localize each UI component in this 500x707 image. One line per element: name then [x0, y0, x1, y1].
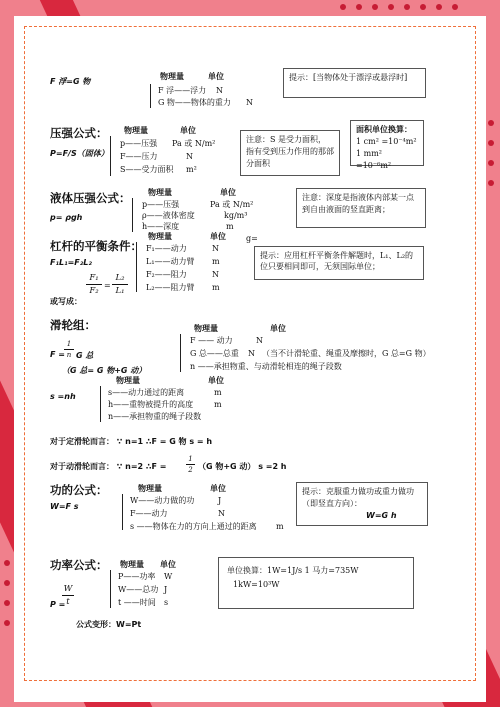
power-fraction-den: t: [66, 597, 70, 607]
pulley-row-2-note: （当不计滑轮重、绳重及摩擦时，G 总=G 物）: [262, 349, 431, 358]
power-row-3-unit: s: [164, 598, 169, 607]
power-row-3: t ——时间: [118, 598, 156, 607]
work-title: 功的公式：: [50, 483, 108, 497]
pulley-brace: [180, 334, 181, 372]
work-brace: [122, 494, 123, 530]
pulley-row-2: G 总——总重: [190, 349, 239, 358]
lever-fraction-right-den: L₁: [115, 286, 125, 296]
work-tip-2: （即竖直方向）：: [302, 499, 362, 508]
work-header-unit: 单位: [210, 484, 226, 493]
work-row-2-unit: N: [218, 509, 225, 518]
float-brace: [150, 84, 151, 108]
lever-row-1: F₁——动力: [146, 244, 187, 253]
power-row-2: W——总功: [118, 585, 159, 594]
liquid-row-1: p——压强: [142, 200, 180, 209]
power-row-2-unit: J: [164, 585, 168, 594]
liquid-row-3-unit: m: [226, 222, 234, 231]
pressure-title: 压强公式：: [50, 126, 108, 140]
lever-row-3-unit: N: [212, 270, 219, 279]
work-row-3-unit: m: [276, 522, 284, 531]
lever-row-2-unit: m: [212, 257, 220, 266]
liquid-row-3: h——深度: [142, 222, 180, 231]
float-row-1-unit: N: [216, 86, 223, 95]
pulley-header-quantity: 物理量: [194, 324, 218, 333]
lever-tip: 提示：应用杠杆平衡条件解题时，L₁、L₂的位只要相同即可，无须国际单位；: [260, 251, 414, 271]
pulley-s-row-2: h——重物被提升的高度: [108, 400, 194, 409]
work-tip-3: W=G h: [366, 511, 397, 520]
lever-tip-box: [254, 246, 424, 280]
moving-pulley-fraction: [186, 455, 195, 474]
pulley-row-2-unit: N: [248, 349, 255, 358]
fixed-pulley-line: 对于定滑轮而言： ∵ n=1 ∴F = G 物 s = h: [50, 437, 213, 446]
pressure-header-unit: 单位: [180, 126, 196, 135]
lever-fraction-left-num: F₁: [89, 273, 99, 283]
pulley-header-unit: 单位: [270, 324, 286, 333]
work-row-1-unit: J: [218, 496, 222, 505]
pressure-brace: [110, 136, 111, 176]
pressure-row-1-unit: Pa 或 N/m²: [172, 139, 216, 148]
pulley-s-header-unit: 单位: [208, 376, 224, 385]
pressure-header-quantity: 物理量: [124, 126, 148, 135]
lever-row-3: F₂——阻力: [146, 270, 187, 279]
work-header-quantity: 物理量: [138, 484, 162, 493]
pulley-f-tail: G 总: [76, 351, 94, 360]
liquid-row-1-unit: Pa 或 N/m²: [210, 200, 254, 209]
pulley-s-row-2-unit: m: [214, 400, 222, 409]
pressure-note: 注意：S 是受力面积，指有受到压力作用的那部分面积: [246, 135, 334, 168]
power-variant: 公式变形：W=Pt: [76, 620, 142, 629]
pressure-row-2-unit: N: [186, 152, 193, 161]
moving-pulley-line-b: （G 物+G 动） s =2 h: [198, 462, 287, 471]
pulley-s-header-quantity: 物理量: [116, 376, 140, 385]
power-p-prefix: P =: [50, 600, 66, 609]
work-tip-box: [296, 482, 428, 526]
power-header-quantity: 物理量: [120, 560, 144, 569]
pulley-row-1: F —— 动力: [190, 336, 233, 345]
liquid-note-box: [296, 188, 426, 228]
power-fraction-num: W: [63, 584, 73, 594]
pulley-s-row-1-unit: m: [214, 388, 222, 397]
work-row-3: s ——物体在力的方向上通过的距离: [130, 522, 257, 531]
float-formula: F 浮=G 物: [50, 77, 91, 86]
work-formula: W=F s: [50, 502, 79, 511]
lever-header-quantity: 物理量: [148, 232, 172, 241]
pulley-fraction: [64, 340, 74, 359]
power-header-unit: 单位: [160, 560, 176, 569]
moving-pulley-line-a: 对于动滑轮而言： ∵ n=2 ∴F =: [50, 462, 167, 471]
work-row-1: W——动力做的功: [130, 496, 195, 505]
pulley-fraction-num: 1: [66, 340, 72, 348]
pulley-row-1-unit: N: [256, 336, 263, 345]
lever-title: 杠杆的平衡条件：: [50, 239, 142, 253]
pressure-row-3: S——受力面积: [120, 165, 174, 174]
lever-fraction-right: [112, 273, 128, 296]
liquid-title: 液体压强公式：: [50, 191, 131, 205]
float-header-quantity: 物理量: [160, 72, 184, 81]
lever-formula: F₁L₁=F₂L₂: [50, 258, 92, 267]
pulley-s-row-3: n——承担物重的绳子段数: [108, 412, 202, 421]
power-conversion-2: 1kW=10³W: [233, 580, 280, 589]
lever-row-4-unit: m: [212, 283, 220, 292]
liquid-g-label: g=: [246, 234, 258, 243]
pulley-g-total: （G 总= G 物+G 动）: [62, 366, 147, 375]
pulley-row-3: n ——承担物重、与动滑轮相连的绳子段数: [190, 362, 342, 371]
float-tip: 提示：[当物体处于漂浮或悬浮时]: [289, 73, 408, 82]
lever-fraction-equals: =: [104, 281, 111, 290]
pressure-note-box: [240, 130, 340, 176]
liquid-note: 注意：深度是指液体内部某一点到自由液面的竖直距离；: [302, 193, 414, 214]
area-conversion-title: 面积单位换算：: [356, 125, 412, 134]
float-row-1: F 浮——浮力: [158, 86, 207, 95]
lever-or-label: 或写成：: [50, 297, 82, 306]
power-row-1-unit: W: [164, 572, 173, 581]
power-fraction: [62, 584, 74, 607]
float-header-unit: 单位: [208, 72, 224, 81]
moving-pulley-fraction-num: 1: [188, 455, 193, 463]
pulley-f-prefix: F =: [50, 350, 65, 359]
pressure-row-3-unit: m²: [186, 165, 197, 174]
pressure-row-2: F——压力: [120, 152, 158, 161]
power-conversion-box: [218, 557, 414, 609]
power-brace: [110, 570, 111, 608]
lever-header-unit: 单位: [210, 232, 226, 241]
area-conversion-1: 1 cm² =10⁻⁴m²: [356, 137, 417, 146]
lever-fraction-left-den: F₂: [89, 286, 99, 296]
float-row-2-unit: N: [246, 98, 253, 107]
lever-fraction-right-num: L₂: [115, 273, 125, 283]
moving-pulley-fraction-den: 2: [188, 466, 193, 474]
lever-row-2: L₁——动力臂: [146, 257, 195, 266]
pressure-formula: P=F/S（固体）: [50, 149, 109, 158]
area-conversion-box: [350, 120, 424, 170]
power-title: 功率公式：: [50, 558, 108, 572]
liquid-header-quantity: 物理量: [148, 188, 172, 197]
power-row-1: P——功率: [118, 572, 156, 581]
lever-brace: [136, 242, 137, 292]
pressure-row-1: p——压强: [120, 139, 158, 148]
pulley-s-formula: s =nh: [50, 392, 76, 401]
pulley-s-brace: [100, 386, 101, 422]
liquid-formula: p= ρgh: [50, 213, 83, 222]
float-tip-box: [283, 68, 426, 98]
pulley-title: 滑轮组：: [50, 318, 96, 332]
work-tip-1: 提示：克服重力做功或重力做功: [302, 487, 414, 496]
power-conversion-1: 单位换算：1W=1J/s 1 马力=735W: [227, 566, 359, 575]
work-row-2: F——动力: [130, 509, 168, 518]
liquid-brace: [132, 198, 133, 232]
area-conversion-2: 1 mm² =10⁻⁶m²: [356, 149, 392, 170]
float-row-2: G 物——物体的重力: [158, 98, 231, 107]
pulley-s-row-1: s——动力通过的距离: [108, 388, 185, 397]
lever-fraction-left: [86, 273, 102, 296]
liquid-header-unit: 单位: [220, 188, 236, 197]
lever-row-4: L₂——阻力臂: [146, 283, 195, 292]
lever-row-1-unit: N: [212, 244, 219, 253]
pulley-fraction-den: n: [66, 351, 72, 359]
liquid-row-2-unit: kg/m³: [224, 211, 248, 220]
liquid-row-2: ρ——液体密度: [142, 211, 195, 220]
